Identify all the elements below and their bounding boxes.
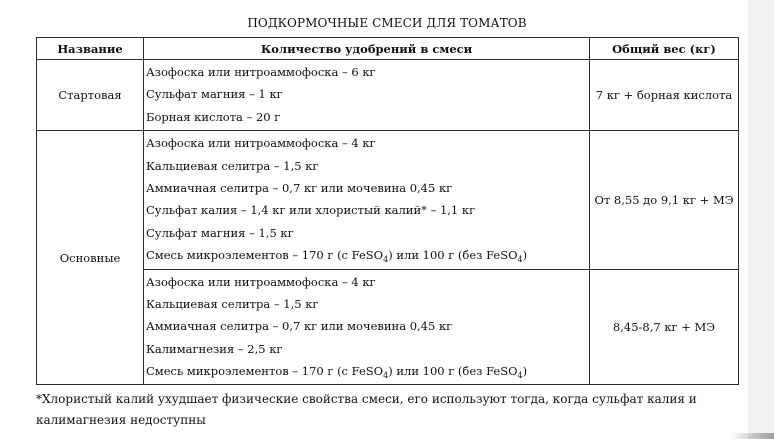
table-header-row (37, 38, 739, 60)
micro-prefix: Смесь микроэлементов – 170 г (с FeSO (146, 248, 384, 263)
ingredient-line: Азофоска или нитроаммофоска – 4 кг (146, 136, 376, 151)
total-weight-cell: От 8,55 до 9,1 кг + МЭ (590, 131, 739, 269)
ingredient-line: Аммиачная селитра – 0,7 кг или мочевина 0,45 кг (146, 319, 453, 334)
subscript: 4 (383, 371, 389, 381)
micro-middle: ) или 100 г (без FeSO (388, 364, 518, 379)
table-caption: ПОДКОРМОЧНЫЕ СМЕСИ ДЛЯ ТОМАТОВ (247, 16, 527, 30)
ingredient-line: Сульфат калия – 1,4 кг или хлористый калий* – 1,1 кг (146, 203, 476, 218)
header-amount: Количество удобрений в смеси (144, 38, 590, 60)
ingredient-line: Борная кислота – 20 г (146, 109, 281, 124)
micro-suffix: ) (522, 248, 528, 263)
micro-middle: ) или 100 г (без FeSO (388, 248, 518, 263)
ingredient-line: Калимагнезия – 2,5 кг (146, 341, 283, 356)
ingredient-line: Аммиачная селитра – 0,7 кг или мочевина 0,45 кг (146, 180, 453, 195)
subscript: 4 (383, 255, 389, 265)
total-weight-cell: 7 кг + борная кислота (590, 60, 739, 131)
micro-suffix: ) (522, 364, 528, 379)
ingredient-line: Азофоска или нитроаммофоска – 4 кг (146, 274, 376, 289)
table-row (37, 60, 739, 131)
ingredient-line: Сульфат магния – 1,5 кг (146, 225, 294, 240)
mix-name-cell: Стартовая (37, 60, 144, 131)
ingredient-line: Кальциевая селитра – 1,5 кг (146, 158, 319, 173)
micro-prefix: Смесь микроэлементов – 170 г (с FeSO (146, 364, 384, 379)
header-name: Название (37, 38, 144, 60)
ingredients-cell (144, 269, 590, 385)
subscript: 4 (517, 371, 523, 381)
page-side-strip (748, 0, 774, 439)
ingredients-cell (144, 131, 590, 269)
table-row (37, 131, 739, 269)
micro-ingredient-line (146, 244, 589, 266)
ingredient-line: Кальциевая селитра – 1,5 кг (146, 296, 319, 311)
fertilizer-table (36, 37, 739, 385)
corner-shadow (730, 433, 774, 439)
ingredient-line: Азофоска или нитроаммофоска – 6 кг (146, 65, 376, 79)
total-weight-cell: 8,45-8,7 кг + МЭ (590, 269, 739, 385)
ingredient-line: Сульфат магния – 1 кг (146, 87, 283, 102)
mix-name-cell: Основные (37, 131, 144, 385)
micro-ingredient-line (146, 360, 589, 382)
ingredients-cell (144, 60, 590, 131)
subscript: 4 (517, 255, 523, 265)
footnote: *Хлористый калий ухудшает физические свойства смеси, его используют тогда, когда сульфат калия и калимагнезия недоступны (36, 392, 697, 427)
header-weight: Общий вес (кг) (590, 38, 739, 60)
